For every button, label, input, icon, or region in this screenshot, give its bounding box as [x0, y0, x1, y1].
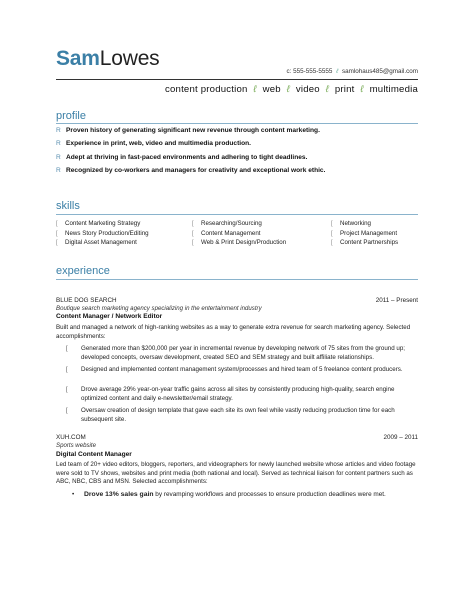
- bullet-icon: R: [56, 167, 61, 175]
- bullet-icon: R: [56, 140, 61, 148]
- bullet-icon: [: [56, 240, 58, 247]
- experience-divider: [56, 279, 418, 280]
- bullet-icon: [: [66, 408, 68, 414]
- job-description: Boutique search marketing agency specializing in the entertainment industry: [56, 305, 262, 312]
- dot-icon: •: [72, 491, 75, 498]
- skills-divider: [56, 214, 418, 215]
- candidate-name: [56, 47, 159, 71]
- skill-item: [192, 230, 286, 240]
- bullet-icon: [: [192, 221, 194, 227]
- profile-item-text: Adept at thriving in fast-paced environments and adhering to tight deadlines.: [66, 153, 308, 161]
- bullet-icon: [: [56, 221, 58, 227]
- tagline-separator: ℓ: [325, 84, 329, 95]
- profile-heading: profile: [56, 110, 86, 122]
- skill-item: [192, 220, 286, 230]
- bullet-icon: [: [66, 387, 68, 393]
- profile-item: [56, 154, 420, 167]
- bullet-icon: [: [192, 230, 194, 237]
- skill-text: Networking: [340, 220, 371, 227]
- tagline-item: content production: [165, 84, 248, 95]
- tagline: [165, 84, 418, 95]
- skill-item: [56, 220, 149, 230]
- tagline-separator: ℓ: [253, 84, 257, 95]
- skill-text: Digital Asset Management: [65, 239, 137, 247]
- last-name: Lowes: [99, 47, 160, 70]
- accomplishment-text: Oversaw creation of design template that gave each site its own feel while vastly reducing production time for each subsequent site.: [81, 407, 395, 423]
- skill-item: [331, 220, 398, 230]
- profile-item: [56, 140, 420, 153]
- bullet-icon: R: [56, 153, 61, 161]
- accomplishment-text: Designed and implemented content management system/processes and hired team of 5 freelance content producers.: [81, 366, 403, 373]
- contact-line: [287, 68, 418, 75]
- bullet-icon: R: [56, 127, 61, 134]
- tagline-item: video: [295, 84, 320, 95]
- accomplishment-text: Drove average 29% year-on-year traffic gains across all sites by consistently producing high-quality, search engine optimized content and daily e-newsletter/email strategy.: [81, 386, 395, 402]
- contact-email[interactable]: samlohaus485@gmail.com: [341, 68, 418, 75]
- first-name: Sam: [56, 47, 100, 70]
- highlight-bold: Drove 13% sales gain: [84, 491, 154, 498]
- skill-text: News Story Production/Editing: [65, 229, 149, 237]
- job-summary: Built and managed a network of high-ranking websites as a way to generate extra revenue for search marketing agency. Selected accomplishments:: [56, 324, 411, 340]
- bullet-icon: [: [56, 230, 58, 237]
- job-dates: 2011 – Present: [375, 297, 418, 304]
- job-title: Digital Content Manager: [56, 451, 132, 458]
- header-divider: [56, 79, 418, 80]
- skill-text: Researching/Sourcing: [201, 220, 262, 227]
- skill-text: Content Management: [201, 229, 261, 237]
- skills-column-2: [192, 220, 286, 249]
- bullet-icon: [: [192, 240, 194, 247]
- skills-column-3: [331, 220, 398, 249]
- skill-item: [56, 239, 149, 249]
- tagline-separator: ℓ: [286, 84, 290, 95]
- job-dates: 2009 – 2011: [383, 434, 418, 441]
- profile-list: [56, 127, 420, 181]
- skills-column-1: [56, 220, 149, 249]
- skills-heading: skills: [56, 200, 80, 212]
- skill-item: [331, 230, 398, 240]
- profile-item-text: Experience in print, web, video and multimedia production.: [66, 140, 252, 148]
- profile-item: [56, 167, 420, 180]
- highlight-text: by revamping workflows and processes to ensure production deadlines were met.: [153, 491, 386, 498]
- experience-heading: experience: [56, 265, 110, 277]
- skill-text: Content Marketing Strategy: [65, 220, 141, 227]
- skill-text: Content Partnerships: [340, 239, 399, 247]
- contact-phone: c: 555-555-5555: [286, 68, 333, 75]
- skill-item: [56, 230, 149, 240]
- bullet-icon: [: [331, 240, 333, 247]
- profile-item: [56, 127, 420, 140]
- profile-divider: [56, 123, 418, 124]
- skill-item: [192, 239, 286, 249]
- highlight-item: [72, 491, 422, 498]
- job-company: BLUE DOG SEARCH: [56, 297, 117, 304]
- bullet-icon: [: [66, 346, 68, 352]
- tagline-separator: ℓ: [360, 84, 364, 95]
- tagline-item: print: [334, 84, 355, 95]
- bullet-icon: [: [331, 221, 333, 227]
- profile-item-text: Recognized by co-workers and managers for creativity and exceptional work ethic.: [66, 167, 326, 175]
- job-summary: Led team of 20+ video editors, bloggers, reporters, and videographers for newly launched website whose articles and video footage were sold to TV shows, websites and print media (both national and local). Served as technical liaison for content partners such as ABC, NBC, CBS and MSN. Selected accomplishments:: [56, 461, 416, 485]
- tagline-item: web: [262, 84, 281, 95]
- job-company: XUH.COM: [56, 434, 86, 441]
- bullet-icon: [: [66, 367, 68, 373]
- contact-separator: ℓ: [336, 68, 339, 75]
- profile-item-text: Proven history of generating significant new revenue through content marketing.: [66, 127, 320, 134]
- accomplishment-text: Generated more than $200,000 per year in incremental revenue by developing network of 75 sites from the ground up; developed concepts, oversaw development, created SEO and SEM strategy and built affiliate relationships.: [81, 345, 406, 361]
- tagline-item: multimedia: [369, 84, 418, 95]
- skill-text: Project Management: [340, 229, 398, 237]
- skill-text: Web & Print Design/Production: [201, 239, 287, 247]
- job-description: Sports website: [56, 442, 96, 449]
- job-title: Content Manager / Network Editor: [56, 313, 163, 320]
- bullet-icon: [: [331, 230, 333, 237]
- skill-item: [331, 239, 398, 249]
